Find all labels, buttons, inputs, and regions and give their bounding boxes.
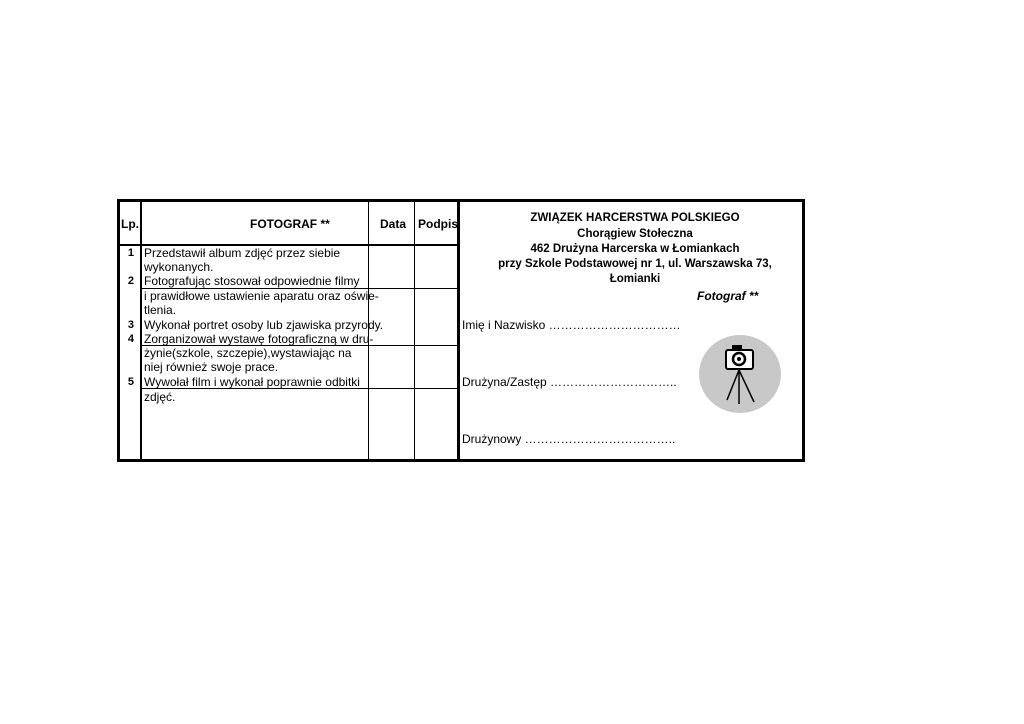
org-troop: 462 Drużyna Harcerska w Łomiankach <box>530 243 740 255</box>
item-number: 1 <box>127 247 134 259</box>
requirement-text: tlenia. <box>144 303 177 317</box>
item-number: 4 <box>127 333 134 345</box>
item-number: 5 <box>127 376 134 388</box>
grid-line <box>140 202 142 460</box>
requirement-text: Przedstawił album zdjęć przez siebie <box>144 246 341 260</box>
item-number: 2 <box>127 275 134 287</box>
leader-field: Drużynowy ……………………………….. <box>462 432 676 446</box>
org-region: Chorągiew Stołeczna <box>577 228 693 240</box>
patrol-field: Drużyna/Zastęp ………………………….. <box>462 375 677 389</box>
org-name: ZWIĄZEK HARCERSTWA POLSKIEGO <box>530 212 740 224</box>
grid-line <box>414 202 415 460</box>
header-podpis: Podpis <box>418 217 459 231</box>
requirement-text: wykonanych. <box>144 260 214 274</box>
org-town: Łomianki <box>609 273 661 285</box>
requirement-text: Wykonał portret osoby lub zjawiska przyrody. <box>144 318 384 332</box>
requirement-text: Zorganizował wystawę fotograficzną w dru- <box>144 332 374 346</box>
badge-title: Fotograf ** <box>697 289 759 303</box>
requirement-text: Fotografując stosował odpowiednie filmy <box>144 274 360 288</box>
org-address: przy Szkole Podstawowej nr 1, ul. Warszawska 73, <box>498 258 772 270</box>
requirement-text: i prawidłowe ustawienie aparatu oraz oświe- <box>144 289 379 303</box>
name-field: Imię i Nazwisko …………………………… <box>462 318 681 332</box>
item-number: 3 <box>127 319 134 331</box>
requirement-text: Wywołał film i wykonał poprawnie odbitki <box>144 375 360 389</box>
requirement-text: niej również swoje prace. <box>144 360 279 374</box>
header-lp: Lp. <box>121 217 139 231</box>
requirement-text: żynie(szkole, szczepie),wystawiając na <box>144 346 352 360</box>
header-data: Data <box>380 217 407 231</box>
requirement-text: zdjęć. <box>144 390 176 404</box>
header-title: FOTOGRAF ** <box>250 217 330 231</box>
camera-tripod-icon <box>698 334 782 414</box>
